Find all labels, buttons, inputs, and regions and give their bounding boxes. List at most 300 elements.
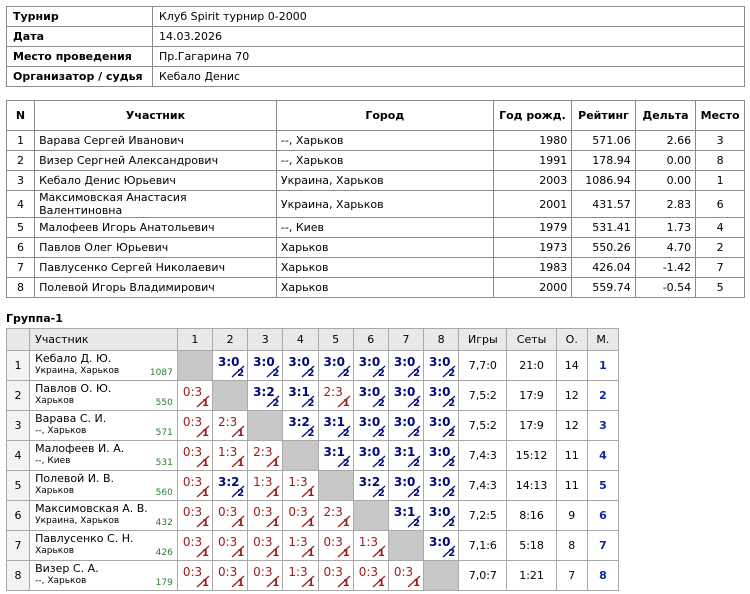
standings-cell: 1991 xyxy=(493,151,572,171)
standings-header: Дельта xyxy=(635,101,695,131)
standings-cell: Харьков xyxy=(276,278,493,298)
group-header-o: О. xyxy=(556,329,587,351)
match-score: 2:3 xyxy=(253,445,273,459)
match-cell[interactable] xyxy=(213,501,248,531)
group-crosstable xyxy=(6,328,619,591)
match-cell[interactable] xyxy=(213,411,248,441)
match-cell[interactable] xyxy=(424,411,459,441)
group-row xyxy=(7,501,619,531)
standings-cell: Украина, Харьков xyxy=(276,191,493,218)
match-score: 3:0 xyxy=(358,355,381,369)
match-points: 2 xyxy=(448,398,456,409)
standings-table xyxy=(6,100,745,298)
standings-cell: 8 xyxy=(7,278,35,298)
match-points: 1 xyxy=(237,458,245,469)
standings-cell: --, Харьков xyxy=(276,131,493,151)
player-name: Максимовская А. В. xyxy=(35,502,148,515)
match-points: 2 xyxy=(307,428,315,439)
standings-cell: 531.41 xyxy=(572,218,636,238)
standings-cell: 4 xyxy=(7,191,35,218)
match-points: 1 xyxy=(272,458,280,469)
group-points: 12 xyxy=(556,381,587,411)
info-value: Пр.Гагарина 70 xyxy=(153,47,745,67)
match-points: 1 xyxy=(202,488,209,499)
match-score: 3:0 xyxy=(429,355,451,369)
match-score: 0:3 xyxy=(182,475,203,489)
player-city: Украина, Харьков xyxy=(35,366,120,376)
self-cell xyxy=(424,561,459,591)
match-cell[interactable] xyxy=(283,561,318,591)
standings-header: Рейтинг xyxy=(572,101,636,131)
group-header-num xyxy=(7,329,30,351)
group-player xyxy=(30,411,178,441)
player-name: Павлусенко С. Н. xyxy=(35,532,134,545)
match-points: 1 xyxy=(377,548,385,559)
standings-cell: Кебало Денис Юрьевич xyxy=(35,171,277,191)
match-cell[interactable] xyxy=(353,381,388,411)
standings-header: Город xyxy=(276,101,493,131)
match-score: 3:0 xyxy=(218,355,240,369)
group-games: 7,1:6 xyxy=(459,531,507,561)
match-score: 2:3 xyxy=(323,505,343,519)
standings-cell: 5 xyxy=(7,218,35,238)
standings-cell: 3 xyxy=(7,171,35,191)
match-score: 1:3 xyxy=(358,535,378,549)
group-header-m: М. xyxy=(587,329,618,351)
match-score: 3:2 xyxy=(358,475,381,489)
player-city: --, Харьков xyxy=(35,426,87,436)
info-label: Турнир xyxy=(7,7,153,27)
match-score: 2:3 xyxy=(218,415,238,429)
group-sets: 15:12 xyxy=(507,441,556,471)
standings-row xyxy=(7,191,745,218)
match-cell[interactable] xyxy=(424,471,459,501)
group-points: 8 xyxy=(556,531,587,561)
match-points: 2 xyxy=(413,428,421,439)
match-points: 1 xyxy=(272,488,280,499)
match-points: 2 xyxy=(377,398,385,409)
match-cell[interactable] xyxy=(388,411,423,441)
match-cell[interactable] xyxy=(353,441,388,471)
self-cell xyxy=(388,531,423,561)
info-label: Место проведения xyxy=(7,47,153,67)
group-player xyxy=(30,561,178,591)
player-name: Малофеев И. А. xyxy=(35,442,125,455)
match-cell[interactable] xyxy=(248,471,283,501)
info-label: Организатор / судья xyxy=(7,67,153,87)
match-score: 0:3 xyxy=(253,505,273,519)
group-row xyxy=(7,381,619,411)
match-points: 1 xyxy=(202,458,209,469)
standings-cell: 2 xyxy=(696,238,745,258)
standings-cell: 431.57 xyxy=(572,191,636,218)
standings-cell: 4 xyxy=(696,218,745,238)
group-games: 7,5:2 xyxy=(459,411,507,441)
tournament-info-table xyxy=(6,6,745,87)
match-points: 2 xyxy=(272,368,280,379)
group-games: 7,5:2 xyxy=(459,381,507,411)
group-games: 7,2:5 xyxy=(459,501,507,531)
player-rating: 531 xyxy=(155,458,173,468)
match-score: 3:0 xyxy=(429,535,451,549)
match-cell[interactable] xyxy=(318,411,353,441)
match-score: 0:3 xyxy=(393,565,414,579)
info-value: Кебало Денис xyxy=(153,67,745,87)
standings-cell: Малофеев Игорь Анатольевич xyxy=(35,218,277,238)
group-sets: 14:13 xyxy=(507,471,556,501)
group-row-num: 7 xyxy=(7,531,30,561)
match-cell[interactable] xyxy=(283,471,318,501)
match-points: 2 xyxy=(448,368,456,379)
group-sets: 1:21 xyxy=(507,561,556,591)
info-row xyxy=(7,67,745,87)
match-score: 3:0 xyxy=(358,415,381,429)
match-cell[interactable] xyxy=(353,531,388,561)
match-cell[interactable] xyxy=(177,441,212,471)
match-points: 2 xyxy=(237,368,245,379)
group-points: 11 xyxy=(556,471,587,501)
standings-cell: 1983 xyxy=(493,258,572,278)
match-points: 1 xyxy=(272,578,280,589)
match-cell[interactable] xyxy=(248,531,283,561)
group-place: 2 xyxy=(587,381,618,411)
group-player xyxy=(30,471,178,501)
match-score: 1:3 xyxy=(218,445,238,459)
match-score: 3:0 xyxy=(323,355,346,369)
match-points: 2 xyxy=(413,488,421,499)
group-place: 3 xyxy=(587,411,618,441)
match-score: 0:3 xyxy=(182,505,203,519)
info-row xyxy=(7,7,745,27)
group-sets: 5:18 xyxy=(507,531,556,561)
standings-cell: Варава Сергей Иванович xyxy=(35,131,277,151)
match-score: 3:0 xyxy=(393,355,416,369)
standings-header: N xyxy=(7,101,35,131)
group-points: 9 xyxy=(556,501,587,531)
standings-header: Место xyxy=(696,101,745,131)
standings-row xyxy=(7,238,745,258)
standings-cell: --, Киев xyxy=(276,218,493,238)
player-rating: 426 xyxy=(155,548,173,558)
group-points: 12 xyxy=(556,411,587,441)
match-cell[interactable] xyxy=(248,351,283,381)
match-score: 3:0 xyxy=(393,385,416,399)
group-sets: 8:16 xyxy=(507,501,556,531)
match-score: 0:3 xyxy=(182,415,203,429)
match-points: 2 xyxy=(413,398,421,409)
standings-header: Год рожд. xyxy=(493,101,572,131)
group-row xyxy=(7,441,619,471)
match-cell[interactable] xyxy=(177,501,212,531)
group-row xyxy=(7,561,619,591)
match-points: 1 xyxy=(413,578,421,589)
match-points: 1 xyxy=(237,428,245,439)
standings-cell: 1.73 xyxy=(635,218,695,238)
match-points: 2 xyxy=(342,428,350,439)
match-points: 1 xyxy=(307,578,315,589)
standings-cell: 7 xyxy=(7,258,35,278)
group-title: Группа-1 xyxy=(6,312,63,325)
match-cell[interactable] xyxy=(388,381,423,411)
player-city: Харьков xyxy=(35,396,75,406)
player-rating: 432 xyxy=(155,518,173,528)
match-score: 3:1 xyxy=(323,415,346,429)
match-cell[interactable] xyxy=(177,411,212,441)
match-points: 2 xyxy=(377,488,385,499)
match-cell[interactable] xyxy=(424,381,459,411)
standings-row xyxy=(7,258,745,278)
match-cell[interactable] xyxy=(424,351,459,381)
group-points: 11 xyxy=(556,441,587,471)
match-score: 1:3 xyxy=(288,535,308,549)
match-cell[interactable] xyxy=(248,501,283,531)
player-rating: 560 xyxy=(155,488,173,498)
player-rating: 179 xyxy=(155,578,173,588)
match-points: 2 xyxy=(448,488,456,499)
standings-cell: Харьков xyxy=(276,238,493,258)
self-cell xyxy=(318,471,353,501)
match-cell[interactable] xyxy=(283,501,318,531)
match-cell[interactable] xyxy=(283,351,318,381)
match-cell[interactable] xyxy=(353,411,388,441)
group-games: 7,4:3 xyxy=(459,471,507,501)
standings-cell: 6 xyxy=(7,238,35,258)
match-points: 1 xyxy=(237,518,245,529)
standings-row xyxy=(7,131,745,151)
group-points: 14 xyxy=(556,351,587,381)
group-place: 6 xyxy=(587,501,618,531)
match-cell[interactable] xyxy=(177,381,212,411)
match-points: 1 xyxy=(272,518,280,529)
match-score: 2:3 xyxy=(323,385,343,399)
self-cell xyxy=(283,441,318,471)
group-row xyxy=(7,411,619,441)
match-score: 0:3 xyxy=(218,535,238,549)
match-cell[interactable] xyxy=(177,531,212,561)
standings-cell: 2.66 xyxy=(635,131,695,151)
match-score: 1:3 xyxy=(288,475,308,489)
match-score: 3:0 xyxy=(358,385,381,399)
group-place: 5 xyxy=(587,471,618,501)
match-score: 0:3 xyxy=(182,535,203,549)
standings-cell: 426.04 xyxy=(572,258,636,278)
match-cell[interactable] xyxy=(248,561,283,591)
player-rating: 550 xyxy=(155,398,173,408)
group-sets: 17:9 xyxy=(507,411,556,441)
standings-cell: Павлов Олег Юрьевич xyxy=(35,238,277,258)
match-score: 0:3 xyxy=(218,565,238,579)
match-cell[interactable] xyxy=(353,351,388,381)
group-row-num: 4 xyxy=(7,441,30,471)
match-score: 1:3 xyxy=(253,475,273,489)
standings-cell: Харьков xyxy=(276,258,493,278)
info-row xyxy=(7,27,745,47)
match-score: 3:1 xyxy=(288,385,310,399)
match-cell[interactable] xyxy=(213,471,248,501)
standings-cell: 0.00 xyxy=(635,151,695,171)
match-cell[interactable] xyxy=(283,411,318,441)
match-cell[interactable] xyxy=(177,561,212,591)
match-points: 2 xyxy=(448,518,456,529)
group-row xyxy=(7,471,619,501)
group-row xyxy=(7,531,619,561)
standings-cell: 7 xyxy=(696,258,745,278)
standings-cell: 1 xyxy=(696,171,745,191)
group-header-col: 8 xyxy=(424,329,459,351)
match-points: 2 xyxy=(377,458,385,469)
standings-cell: 2000 xyxy=(493,278,572,298)
player-name: Варава С. И. xyxy=(35,412,107,425)
standings-cell: 2 xyxy=(7,151,35,171)
player-name: Визер С. А. xyxy=(35,562,99,575)
standings-cell: Украина, Харьков xyxy=(276,171,493,191)
self-cell xyxy=(353,501,388,531)
group-header-col: 7 xyxy=(388,329,423,351)
group-row-num: 5 xyxy=(7,471,30,501)
match-points: 1 xyxy=(202,578,209,589)
standings-cell: Полевой Игорь Владимирович xyxy=(35,278,277,298)
match-score: 0:3 xyxy=(253,565,273,579)
player-rating: 571 xyxy=(155,428,173,438)
match-score: 0:3 xyxy=(323,565,343,579)
match-score: 1:3 xyxy=(288,565,308,579)
player-name: Кебало Д. Ю. xyxy=(35,352,112,365)
match-score: 0:3 xyxy=(323,535,343,549)
group-row-num: 1 xyxy=(7,351,30,381)
match-cell[interactable] xyxy=(318,351,353,381)
standings-cell: 550.26 xyxy=(572,238,636,258)
match-cell[interactable] xyxy=(318,561,353,591)
group-player xyxy=(30,381,178,411)
match-cell[interactable] xyxy=(248,441,283,471)
group-player xyxy=(30,351,178,381)
match-cell[interactable] xyxy=(213,441,248,471)
standings-cell: -0.54 xyxy=(635,278,695,298)
player-city: --, Харьков xyxy=(35,576,87,586)
standings-cell: 559.74 xyxy=(572,278,636,298)
match-points: 1 xyxy=(237,548,245,559)
standings-cell: 4.70 xyxy=(635,238,695,258)
self-cell xyxy=(248,411,283,441)
group-points: 7 xyxy=(556,561,587,591)
standings-cell: Павлусенко Сергей Николаевич xyxy=(35,258,277,278)
match-cell[interactable] xyxy=(388,351,423,381)
group-row-num: 3 xyxy=(7,411,30,441)
match-cell[interactable] xyxy=(318,501,353,531)
group-header-col: 1 xyxy=(177,329,212,351)
match-score: 0:3 xyxy=(182,385,203,399)
player-name: Павлов О. Ю. xyxy=(35,382,112,395)
standings-row xyxy=(7,218,745,238)
match-cell[interactable] xyxy=(318,531,353,561)
match-points: 1 xyxy=(202,398,209,409)
match-score: 3:0 xyxy=(429,385,451,399)
standings-cell: 2.83 xyxy=(635,191,695,218)
match-score: 3:0 xyxy=(253,355,275,369)
match-score: 0:3 xyxy=(358,565,378,579)
match-cell[interactable] xyxy=(213,531,248,561)
match-cell[interactable] xyxy=(248,381,283,411)
match-points: 2 xyxy=(413,458,421,469)
player-name: Полевой И. В. xyxy=(35,472,115,485)
match-score: 0:3 xyxy=(288,505,308,519)
match-score: 0:3 xyxy=(182,445,203,459)
match-points: 2 xyxy=(377,428,385,439)
standings-cell: 3 xyxy=(696,131,745,151)
standings-cell: 1973 xyxy=(493,238,572,258)
group-header-col: 2 xyxy=(213,329,248,351)
group-header-col: 3 xyxy=(248,329,283,351)
info-row xyxy=(7,47,745,67)
match-cell[interactable] xyxy=(283,381,318,411)
match-cell[interactable] xyxy=(388,501,423,531)
group-header-col: 5 xyxy=(318,329,353,351)
match-cell[interactable] xyxy=(388,471,423,501)
match-cell[interactable] xyxy=(318,441,353,471)
standings-cell: 2003 xyxy=(493,171,572,191)
group-player xyxy=(30,531,178,561)
group-place: 4 xyxy=(587,441,618,471)
standings-cell: 1979 xyxy=(493,218,572,238)
group-row-num: 2 xyxy=(7,381,30,411)
group-player xyxy=(30,501,178,531)
match-score: 3:0 xyxy=(429,475,451,489)
match-points: 1 xyxy=(342,548,350,559)
group-row xyxy=(7,351,619,381)
standings-cell: 0.00 xyxy=(635,171,695,191)
group-header-sets: Сеты xyxy=(507,329,556,351)
match-score: 0:3 xyxy=(218,505,238,519)
standings-cell: 8 xyxy=(696,151,745,171)
match-score: 3:0 xyxy=(358,445,381,459)
match-points: 1 xyxy=(202,428,209,439)
group-header-col: 6 xyxy=(353,329,388,351)
match-score: 3:0 xyxy=(288,355,310,369)
group-header-player: Участник xyxy=(30,329,178,351)
match-cell[interactable] xyxy=(177,471,212,501)
match-cell[interactable] xyxy=(353,561,388,591)
standings-cell: 5 xyxy=(696,278,745,298)
match-points: 2 xyxy=(448,428,456,439)
match-cell[interactable] xyxy=(213,351,248,381)
match-cell[interactable] xyxy=(388,441,423,471)
match-cell[interactable] xyxy=(283,531,318,561)
match-points: 1 xyxy=(202,518,209,529)
group-player xyxy=(30,441,178,471)
standings-cell: 2001 xyxy=(493,191,572,218)
match-points: 1 xyxy=(307,548,315,559)
match-cell[interactable] xyxy=(424,531,459,561)
match-score: 0:3 xyxy=(182,565,203,579)
match-score: 3:2 xyxy=(288,415,310,429)
group-row-num: 6 xyxy=(7,501,30,531)
match-points: 1 xyxy=(307,518,315,529)
match-cell[interactable] xyxy=(353,471,388,501)
player-city: Украина, Харьков xyxy=(35,516,120,526)
standings-cell: Визер Сергней Александрович xyxy=(35,151,277,171)
match-cell[interactable] xyxy=(424,441,459,471)
match-cell[interactable] xyxy=(388,561,423,591)
group-games: 7,0:7 xyxy=(459,561,507,591)
match-score: 3:2 xyxy=(218,475,240,489)
match-cell[interactable] xyxy=(424,501,459,531)
match-points: 2 xyxy=(448,458,456,469)
match-cell[interactable] xyxy=(318,381,353,411)
standings-cell: 1 xyxy=(7,131,35,151)
group-sets: 21:0 xyxy=(507,351,556,381)
match-cell[interactable] xyxy=(213,561,248,591)
group-place: 7 xyxy=(587,531,618,561)
